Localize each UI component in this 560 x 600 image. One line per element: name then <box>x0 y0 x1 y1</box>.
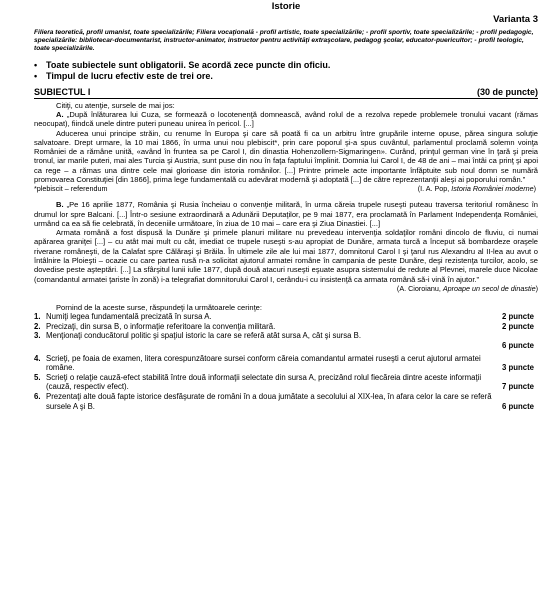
requirement-points: 7 puncte <box>501 382 534 392</box>
subject-title: Istorie <box>271 1 301 12</box>
sources-intro: Citiţi, cu atenţie, sursele de mai jos: <box>56 100 175 110</box>
source-b-label: B. <box>56 200 64 210</box>
requirement-item: 1. Numiţi legea fundamentală precizată în sursa A. 2 puncte <box>34 312 538 322</box>
requirement-points: 2 puncte <box>501 321 534 331</box>
source-a-label: A. <box>56 109 64 119</box>
requirement-points: 2 puncte <box>501 312 534 322</box>
requirements-intro: Pornind de la aceste surse, răspundeţi la următoarele cerinţe: <box>56 302 262 312</box>
source-b-paragraph-2: Armata română a fost dispusă la Dunăre şi primele planuri militare nu prevedeau intervenţia soldaţilor români dincolo de fluviu, ci numai apărarea graniţei [...] – cu atât mai mult cu cât, imediat ce trupele ruseşti s-au apropiat de Dunăre, armata turcă a început să bombardeze oraşele riverane româneşti, de la Calafat spre Călăraşi şi Brăila. În ultimele zile ale lui mai 1877, domnitorul Carol I şi ţarul rus Alexandru al II-lea au avut o întâlnire la Ploieşti – ocazie cu care partea rusă n-a solicitat ajutorul armatei române în campania de peste Dunăre, deşi rezistenţa turcilor, acolo, se dovedise peste aşteptări. [...] La sfârşitul lunii iulie 1877, după două atacuri ruseşti eşuate asupra sistemului de redute al Plevnei, marele duce Nicolae (comandantul armatei ţariste în zonă) i-a telegrafiat domnitorului Carol I, cerându-i cu insistenţă ca armata română să-i vină în ajutor.” <box>34 228 538 284</box>
requirement-item: 6. Prezentaţi alte două fapte istorice desfăşurate de români în a doua jumătate a secolului al XIX-lea, în afara celor la care se referă sursele A şi B. 6 puncte <box>34 392 538 411</box>
section-points: (30 de puncte) <box>476 86 538 97</box>
section-title: SUBIECTUL I <box>34 86 91 97</box>
requirement-item: 3. Menţionaţi conducătorul politic şi spaţiul istoric la care se referă atât sursa A, cât şi sursa B. 6 puncte <box>34 331 538 350</box>
variant-label: Varianta 3 <box>493 14 538 25</box>
requirement-points: 3 puncte <box>501 363 534 373</box>
source-b-citation: (A. Cioroianu, Aproape un secol de dinastie) <box>396 283 538 293</box>
requirement-item: 2. Precizaţi, din sursa B, o informaţie referitoare la convenţia militară. 2 puncte <box>34 322 538 332</box>
source-a-paragraph-2: Aducerea unui principe străin, cu renume în Europa şi care să poată fi ca un arbitru între grupările interne opuse, părea singura soluţie salvatoare. Drept urmare, la 10 mai 1866, în urma unui nou plebiscit*, prin care poporul şi-a spus cuvântul, parlamentul proclamă solemn voinţa României de a rămâne unită, «având în fruntea sa pe Carol I, din dinastia Hohenzollern-Sigmaringen». Curând, prinţul german vine în ţară şi preia tronul, iar marile puteri, mai ales Turcia şi Austria, sunt puse din nou în faţa faptului împlinit. Domnia lui Carol I, de 48 de ani – mai întâi ca prinţ şi apoi ca rege – a rămas una dintre cele mai glorioase din istoria românilor. [...] Printre primele acte importante înfăptuite sub noul domn se numără promovarea Constituţiei [din 1866], prima lege fundamentală cu adevărat modernă şi adoptată [...] de către reprezentanţii aleşi ai poporului român.” <box>34 128 538 184</box>
source-a-footer <box>34 184 538 193</box>
filiera-note: Filiera teoretică, profil umanist, toate specializările; Filiera vocaţională - profil artistic, toate specializările; - profil sportiv, toate specializările; - profil pedagogic, specializările: bibliotecar-documentarist, instructor-animator, instructor pentru activităţi extraşcolare, pedagog şcolar, educator-puericultor; - profil teologic, toate specializările. <box>34 29 534 53</box>
requirement-item: 5. Scrieţi o relaţie cauză-efect stabilită între două informaţii selectate din sursa A, precizând rolul fiecăreia dintre aceste informaţii (cauză, respectiv efect). 7 puncte <box>34 373 538 392</box>
requirement-points: 6 puncte <box>501 341 534 351</box>
instructions-list <box>34 60 538 83</box>
requirement-points: 6 puncte <box>501 401 534 411</box>
source-b-paragraph-1: B. „Pe 16 aprilie 1877, România şi Rusia încheiau o convenţie militară, în urma căreia trupele ruseşti puteau traversa teritoriul românesc în drumul lor spre Balcani. [...] Într-o sesiune extraordinară a Adunării Deputaţilor, pe 9 mai 1877, era proclamată în Parlament Independenţa României, urmând ca ea să fie celebrată, în deceniile următoare, în ziua de 10 mai – care era şi Ziua Dinastiei. [...] <box>34 200 538 228</box>
source-a-citation: (I. A. Pop, Istoria României moderne) <box>417 184 536 194</box>
footnote: *plebiscit – referendum <box>34 184 108 194</box>
bullet-icon: • <box>34 71 38 82</box>
requirement-item: 4. Scrieţi, pe foaia de examen, litera corespunzătoare sursei conform căreia comandantul armatei ruseşti a cerut ajutorul armatei române. 3 puncte <box>34 354 538 373</box>
source-a-paragraph-1: A. „După înlăturarea lui Cuza, se formează o locotenenţă domnească, având rolul de a rezolva repede problemele tronului vacant (rămas neocupat), fiindcă unele dintre puteri puneau unirea în pericol. [...] <box>34 109 538 129</box>
instruction-item: • Timpul de lucru efectiv este de trei ore. <box>34 71 213 82</box>
instruction-item: • Toate subiectele sunt obligatorii. Se acordă zece puncte din oficiu. <box>34 59 331 70</box>
bullet-icon: • <box>34 59 38 70</box>
section-heading <box>34 87 538 99</box>
